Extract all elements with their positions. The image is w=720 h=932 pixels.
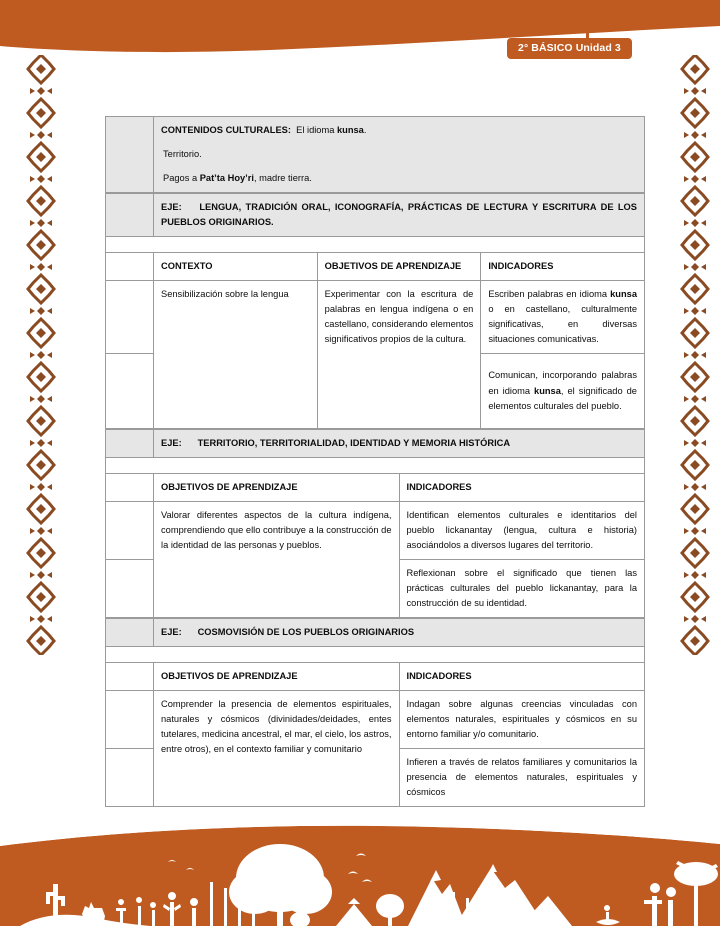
column-header-row <box>106 663 645 691</box>
eje-title-cell <box>154 618 645 646</box>
eje-title-cell <box>154 429 645 457</box>
eje-label: EJE: <box>161 202 182 213</box>
contenidos-label: CONTENIDOS CULTURALES: <box>161 125 291 135</box>
decorative-border-right-icon <box>672 55 718 655</box>
indicador-cell: Reflexionan sobre el significado que tienen las prácticas culturales del pueblo lickanantay, para la construcción de su identidad. <box>399 559 645 617</box>
gutter-cell <box>106 501 154 559</box>
contenidos-line-1 <box>161 123 637 138</box>
contenidos-line-2-pre: Territorio. <box>163 149 202 160</box>
contenidos-culturales-table <box>105 116 645 193</box>
eje-header-row <box>106 429 645 457</box>
contexto-cell: Sensibilización sobre la lengua <box>154 281 318 428</box>
column-header-objetivos: OBJETIVOS DE APRENDIZAJE <box>154 473 400 501</box>
eje-title-cell <box>154 194 645 237</box>
eje-title: LENGUA, TRADICIÓN ORAL, ICONOGRAFÍA, PRÁCTICAS DE LECTURA Y ESCRITURA DE LOS PUEBLOS ORIGINARIOS. <box>161 202 637 228</box>
objetivo-cell: Experimentar con la escritura de palabras en lengua indígena o en castellano, considerando elementos significativos propios de la cultura. <box>317 281 481 428</box>
indicador-cell <box>481 354 645 428</box>
objetivo-cell: Comprender la presencia de elementos espirituales, naturales y cósmicos (divinidades/deidades, entes tutelares, medicina ancestral, el mar, el cielo, los astros, entre otros), en el contexto familiar y comunitario <box>154 691 400 807</box>
indicador-cell: Infieren a través de relatos familiares y comunitarios la presencia de elementos naturales, espirituales y cósmicos <box>399 749 645 807</box>
gutter-cell <box>106 429 154 457</box>
table-row <box>106 691 645 749</box>
gutter-cell <box>106 281 154 354</box>
curriculum-sheet <box>105 116 645 807</box>
contenidos-line-2 <box>161 147 637 162</box>
gutter-cell <box>106 691 154 749</box>
section-territorio-table <box>105 429 645 618</box>
contenidos-line-3 <box>161 171 637 186</box>
column-header-objetivos: OBJETIVOS DE APRENDIZAJE <box>154 663 400 691</box>
gutter-cell <box>106 253 154 281</box>
objetivo-cell: Valorar diferentes aspectos de la cultura indígena, comprendiendo que ello contribuye a la construcción de la identidad de las personas y pueblos. <box>154 501 400 617</box>
gutter-cell <box>106 117 154 193</box>
contenidos-line-1-post: . <box>363 125 367 135</box>
gutter-cell <box>106 194 154 237</box>
contenidos-line-3-post: , madre tierra. <box>253 173 312 184</box>
contenidos-line-1-pre: El idioma <box>296 125 337 135</box>
row-spacer <box>106 237 645 253</box>
row-spacer <box>106 457 645 473</box>
eje-label: EJE: <box>161 626 182 637</box>
table-row <box>106 501 645 559</box>
indicador-pre: Comunican, incorporando palabras en idioma <box>488 370 637 396</box>
row-spacer <box>106 647 645 663</box>
eje-label: EJE: <box>161 437 182 448</box>
column-header-objetivos: OBJETIVOS DE APRENDIZAJE <box>317 253 481 281</box>
gutter-cell <box>106 663 154 691</box>
indicador-pre: Escriben palabras en idioma <box>488 289 611 300</box>
eje-title: TERRITORIO, TERRITORIALIDAD, IDENTIDAD Y MEMORIA HISTÓRICA <box>197 437 511 448</box>
column-header-indicadores: INDICADORES <box>481 253 645 281</box>
indicador-post: , el significado de elementos culturales del pueblo. <box>488 385 637 411</box>
gutter-cell <box>106 618 154 646</box>
indicador-cell: Indagan sobre algunas creencias vinculadas con elementos naturales, espirituales y cósmicos en su entorno familiar y/o comunitario. <box>399 691 645 749</box>
section-lengua-table <box>105 193 645 428</box>
column-header-row <box>106 473 645 501</box>
indicador-bold: kunsa <box>534 385 561 396</box>
indicador-bold: kunsa <box>610 289 637 300</box>
gutter-cell <box>106 354 154 428</box>
column-header-contexto: CONTEXTO <box>154 253 318 281</box>
indicador-cell <box>481 281 645 354</box>
eje-header-row <box>106 618 645 646</box>
table-row <box>106 117 645 193</box>
unit-badge: 2° BÁSICO Unidad 3 <box>507 38 632 59</box>
section-cosmovision-table <box>105 618 645 807</box>
top-banner-wave <box>0 0 720 70</box>
contenidos-line-3-pre: Pagos a <box>163 173 200 184</box>
gutter-cell <box>106 473 154 501</box>
column-header-row <box>106 253 645 281</box>
column-header-indicadores: INDICADORES <box>399 473 645 501</box>
gutter-cell <box>106 559 154 617</box>
indicador-cell: Identifican elementos culturales e identitarios del pueblo lickanantay (lengua, cultura e historia) asociándolos a diversos lugares del territorio. <box>399 501 645 559</box>
andean-landscape-footer-icon <box>0 822 720 932</box>
column-header-indicadores: INDICADORES <box>399 663 645 691</box>
gutter-cell <box>106 749 154 807</box>
eje-header-row <box>106 194 645 237</box>
contenidos-line-3-bold: Pat’ta Hoy’ri <box>199 173 254 184</box>
decorative-border-left-icon <box>18 55 64 655</box>
contenidos-culturales-cell <box>154 117 645 193</box>
contenidos-line-1-bold: kunsa <box>336 125 364 135</box>
table-row <box>106 281 645 354</box>
indicador-post: o en castellano, culturalmente significativas, en diversas situaciones comunicativas. <box>488 304 637 345</box>
eje-title: COSMOVISIÓN DE LOS PUEBLOS ORIGINARIOS <box>197 626 415 637</box>
